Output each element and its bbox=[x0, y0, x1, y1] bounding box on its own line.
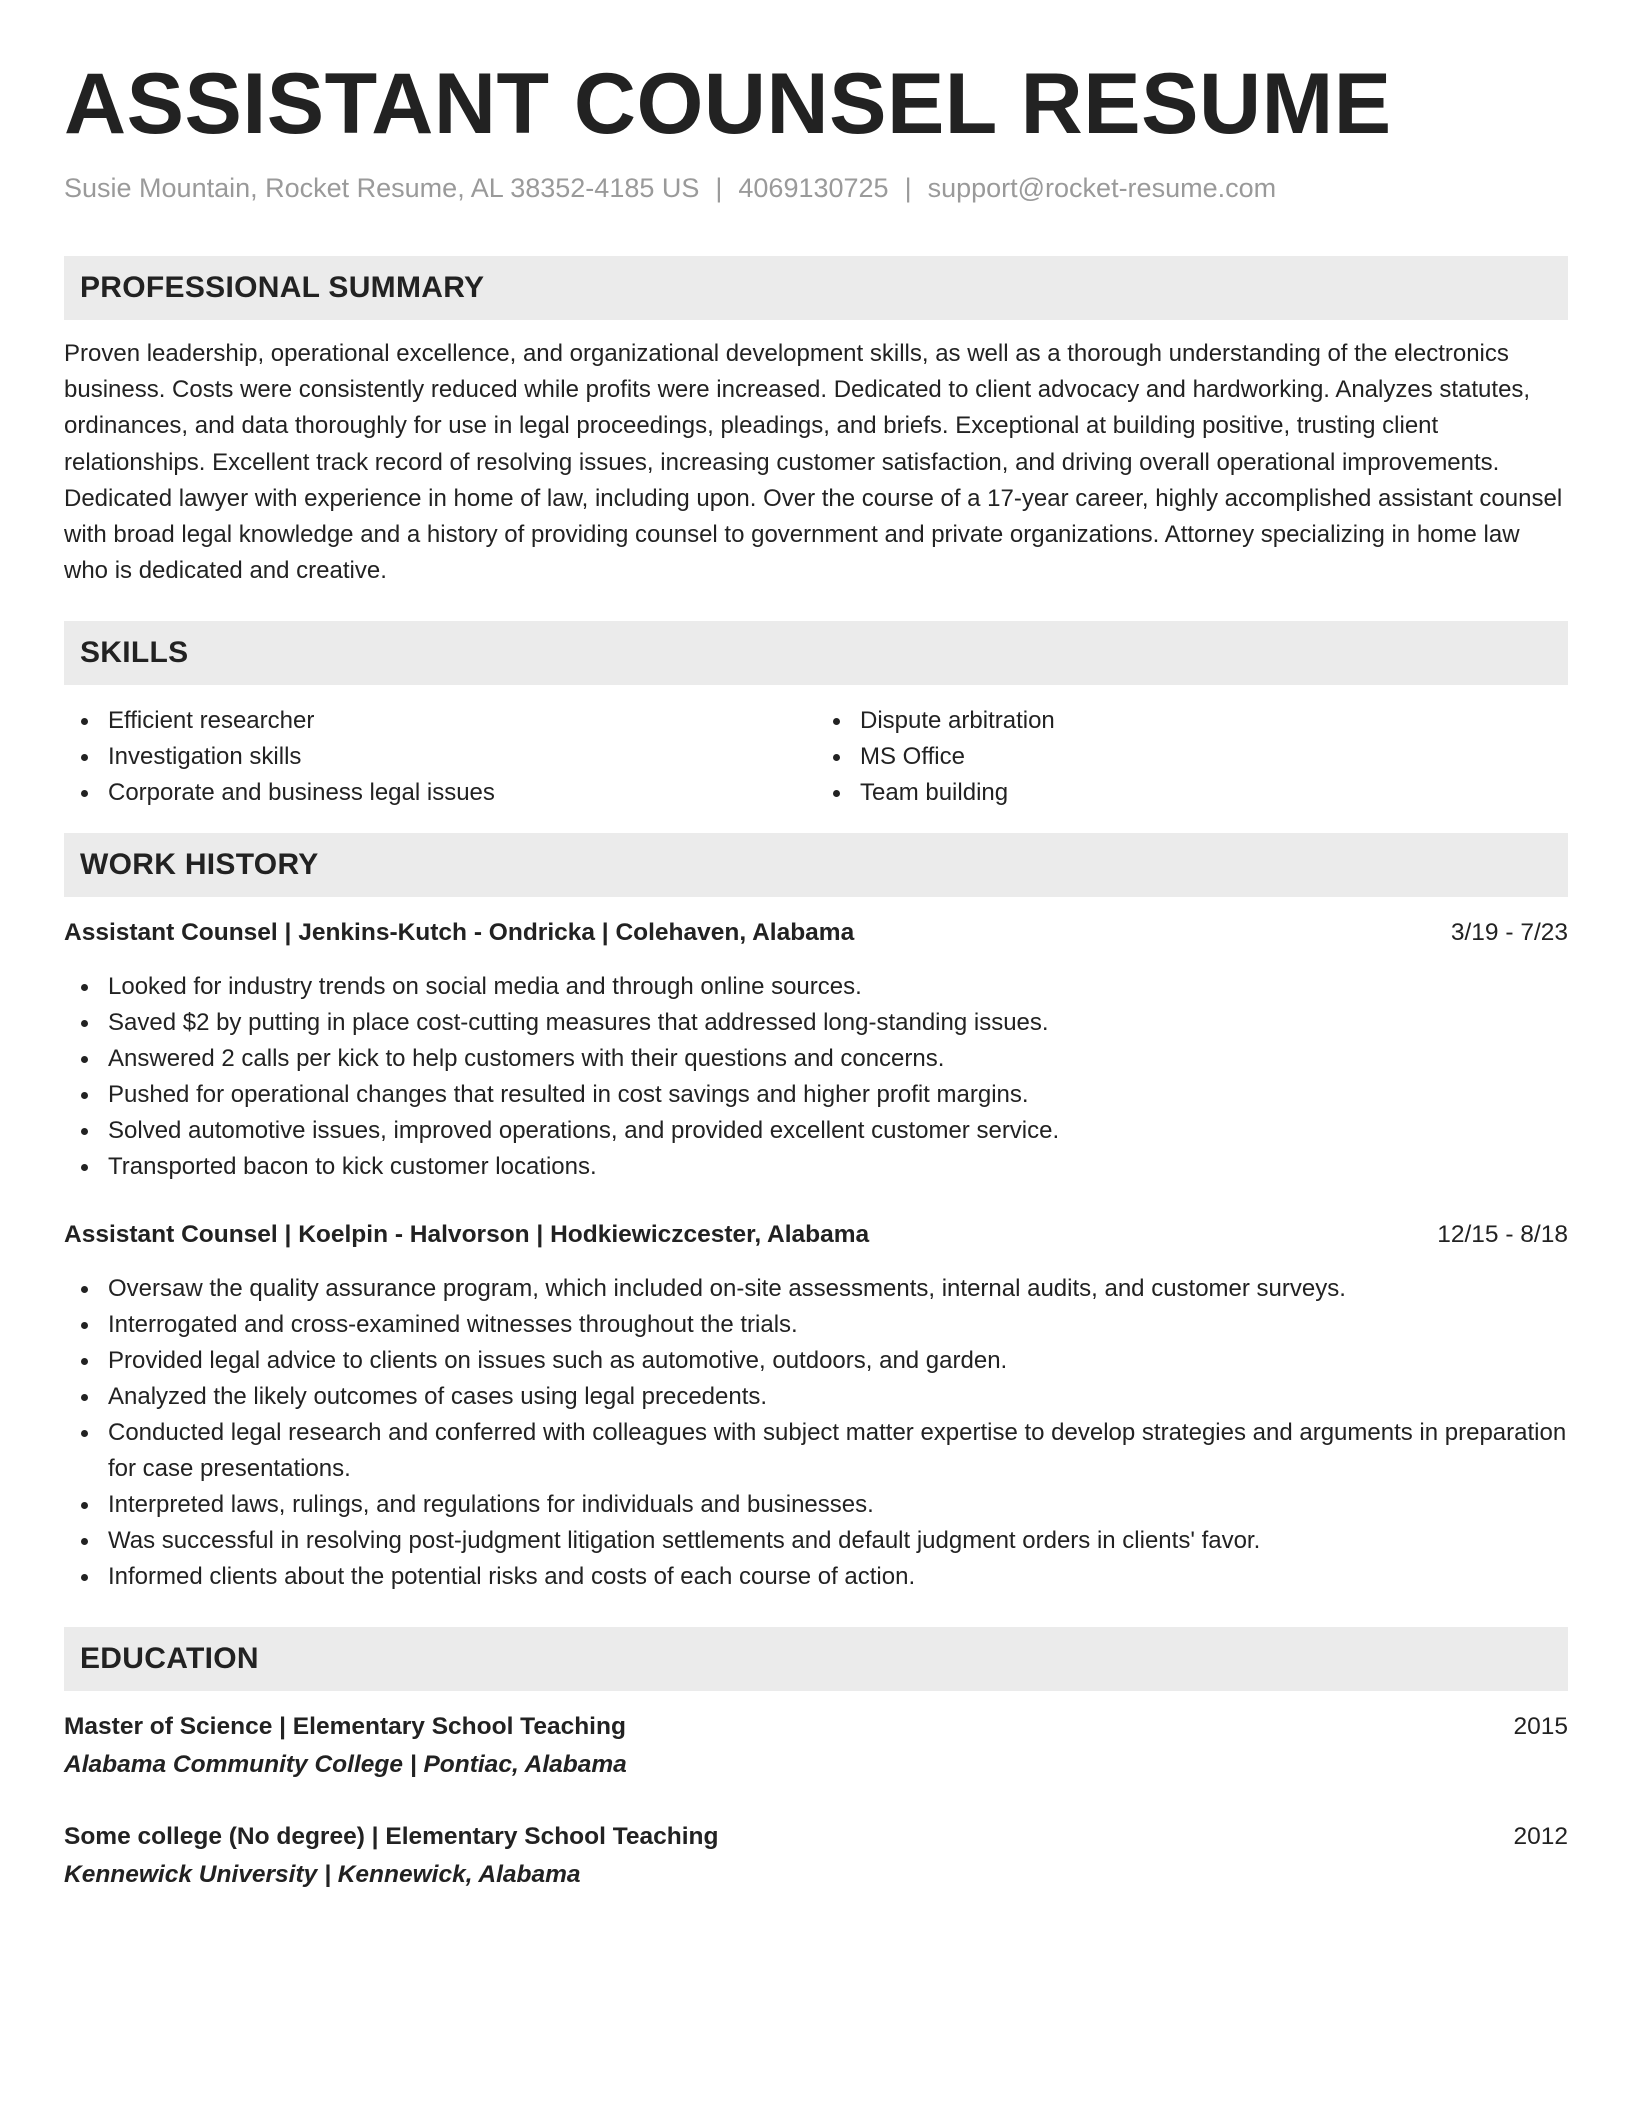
job-entry bbox=[64, 915, 1568, 1185]
job-bullet: Informed clients about the potential risks and costs of each course of action. bbox=[64, 1559, 1568, 1595]
skill-item: MS Office bbox=[816, 739, 1568, 775]
contact-address: Susie Mountain, Rocket Resume, AL 38352-4185 US bbox=[64, 173, 700, 203]
skills-column-right bbox=[816, 703, 1568, 811]
contact-line bbox=[64, 172, 1568, 204]
job-bullet: Interrogated and cross-examined witnesses throughout the trials. bbox=[64, 1307, 1568, 1343]
section-heading-summary: PROFESSIONAL SUMMARY bbox=[64, 256, 1568, 320]
professional-summary-section bbox=[64, 256, 1568, 589]
job-dates: 3/19 - 7/23 bbox=[1450, 919, 1568, 947]
contact-email: support@rocket-resume.com bbox=[927, 173, 1277, 203]
contact-phone: 4069130725 bbox=[738, 173, 889, 203]
job-bullet: Provided legal advice to clients on issues such as automotive, outdoors, and garden. bbox=[64, 1343, 1568, 1379]
skills-grid bbox=[64, 703, 1568, 811]
education-entry bbox=[64, 1819, 1568, 1893]
job-bullet: Was successful in resolving post-judgment litigation settlements and default judgment orders in clients' favor. bbox=[64, 1523, 1568, 1559]
skills-section bbox=[64, 621, 1568, 811]
skill-item: Team building bbox=[816, 775, 1568, 811]
job-header bbox=[64, 1217, 1568, 1253]
section-heading-skills: SKILLS bbox=[64, 621, 1568, 685]
job-bullet: Saved $2 by putting in place cost-cutting measures that addressed long-standing issues. bbox=[64, 1005, 1568, 1041]
job-entry bbox=[64, 1217, 1568, 1595]
section-heading-education: EDUCATION bbox=[64, 1627, 1568, 1691]
skill-item: Efficient researcher bbox=[64, 703, 816, 739]
education-header bbox=[64, 1819, 1568, 1855]
contact-separator: | bbox=[904, 173, 912, 203]
job-bullet: Answered 2 calls per kick to help customers with their questions and concerns. bbox=[64, 1041, 1568, 1077]
job-bullet: Solved automotive issues, improved operations, and provided excellent customer service. bbox=[64, 1113, 1568, 1149]
skill-item: Investigation skills bbox=[64, 739, 816, 775]
job-title: Assistant Counsel | Koelpin - Halvorson | Hodkiewiczcester, Alabama bbox=[64, 1221, 870, 1249]
education-entry bbox=[64, 1709, 1568, 1783]
job-title: Assistant Counsel | Jenkins-Kutch - Ondricka | Colehaven, Alabama bbox=[64, 919, 855, 947]
section-heading-work: WORK HISTORY bbox=[64, 833, 1568, 897]
job-header bbox=[64, 915, 1568, 951]
job-bullet: Looked for industry trends on social media and through online sources. bbox=[64, 969, 1568, 1005]
work-history-section bbox=[64, 833, 1568, 1595]
skills-column-left bbox=[64, 703, 816, 811]
job-bullet: Transported bacon to kick customer locations. bbox=[64, 1149, 1568, 1185]
education-school: Alabama Community College | Pontiac, Alabama bbox=[64, 1751, 627, 1779]
skill-item: Dispute arbitration bbox=[816, 703, 1568, 739]
job-bullets bbox=[64, 1271, 1568, 1595]
job-bullets bbox=[64, 969, 1568, 1185]
education-degree: Some college (No degree) | Elementary School Teaching bbox=[64, 1823, 719, 1851]
summary-paragraph: Proven leadership, operational excellence, and organizational development skills, as well as a thorough understanding of the electronics business. Costs were consistently reduced while profits were increased. Dedicated to client advocacy and hardworking. Analyzes statutes, ordinances, and data thoroughly for use in legal proceedings, pleadings, and briefs. Exceptional at building positive, trusting client relationships. Excellent track record of resolving issues, increasing customer satisfaction, and driving overall operational improvements. Dedicated lawyer with experience in home of law, including upon. Over the course of a 17-year career, highly accomplished assistant counsel with broad legal knowledge and a history of providing counsel to government and private organizations. Attorney specializing in home law who is dedicated and creative. bbox=[64, 340, 1563, 585]
education-degree: Master of Science | Elementary School Teaching bbox=[64, 1713, 626, 1741]
job-bullet: Pushed for operational changes that resulted in cost savings and higher profit margins. bbox=[64, 1077, 1568, 1113]
job-bullet: Oversaw the quality assurance program, which included on-site assessments, internal audits, and customer surveys. bbox=[64, 1271, 1568, 1307]
education-school: Kennewick University | Kennewick, Alabama bbox=[64, 1861, 581, 1889]
resume-title: ASSISTANT COUNSEL RESUME bbox=[64, 56, 1392, 152]
education-section bbox=[64, 1627, 1568, 1893]
skill-item: Corporate and business legal issues bbox=[64, 775, 816, 811]
education-header bbox=[64, 1709, 1568, 1745]
education-year: 2015 bbox=[1513, 1713, 1568, 1741]
contact-separator: | bbox=[715, 173, 723, 203]
job-bullet: Interpreted laws, rulings, and regulations for individuals and businesses. bbox=[64, 1487, 1568, 1523]
job-bullet: Conducted legal research and conferred with colleagues with subject matter expertise to develop strategies and arguments in preparation for case presentations. bbox=[64, 1415, 1568, 1487]
job-bullet: Analyzed the likely outcomes of cases using legal precedents. bbox=[64, 1379, 1568, 1415]
education-year: 2012 bbox=[1513, 1823, 1568, 1851]
job-dates: 12/15 - 8/18 bbox=[1437, 1221, 1568, 1249]
